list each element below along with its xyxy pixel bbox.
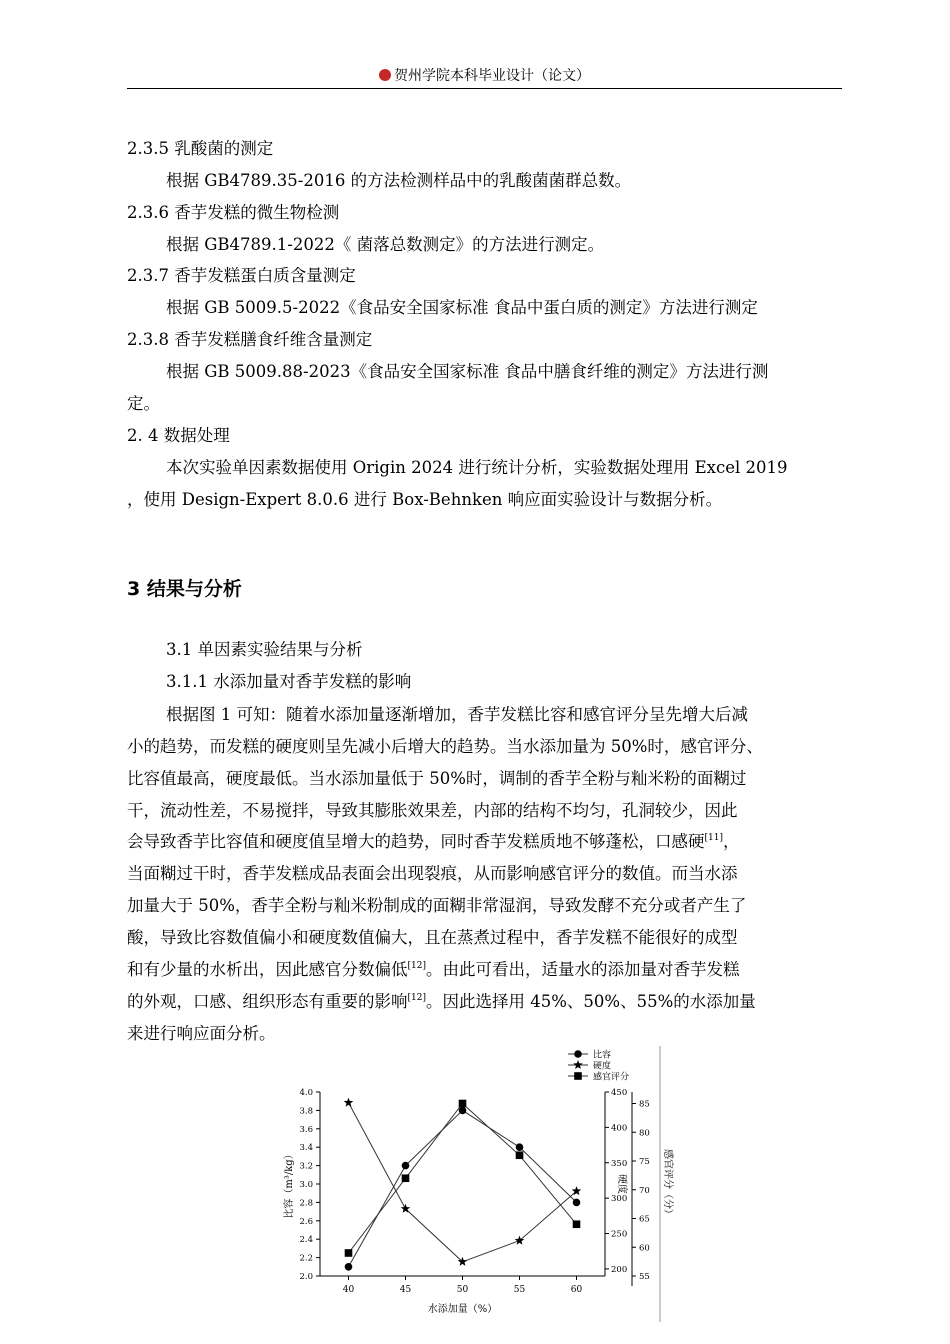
chapter-3-title: 3 结果与分析 xyxy=(127,578,242,600)
series-3-point-2 xyxy=(402,1174,410,1182)
paragraph-line-10-end: 。因此选择用 45%、50%、55%的水添加量 xyxy=(425,992,756,1011)
paragraph-line-5 xyxy=(127,832,739,852)
y-right1-tick-label: 400 xyxy=(611,1123,628,1134)
y-right1-tick-label: 450 xyxy=(611,1088,628,1098)
paragraph-line-5-end: ， xyxy=(722,832,740,851)
section-2-3-7-title: 2.3.7 香芋发糕蛋白质含量测定 xyxy=(127,266,356,285)
x-tick-label: 45 xyxy=(399,1285,412,1295)
x-axis-title: 水添加量（%） xyxy=(427,1304,498,1315)
y-left-tick-label: 3.6 xyxy=(299,1124,313,1135)
y-left-tick-label: 3.8 xyxy=(299,1106,313,1117)
paragraph-line-8: 酸，导致比容数值偏小和硬度数值偏大，且在蒸煮过程中，香芋发糕不能很好的成型 xyxy=(127,928,738,947)
paragraph-line-2: 小的趋势，而发糕的硬度则呈先减小后增大的趋势。当水添加量为 50%时，感官评分、 xyxy=(127,737,763,756)
series-3-point-1 xyxy=(345,1249,353,1257)
y-left-tick-label: 2.4 xyxy=(299,1235,313,1246)
university-logo-icon xyxy=(379,69,391,81)
x-tick-label: 40 xyxy=(342,1285,355,1295)
y-right2-tick-label: 65 xyxy=(639,1214,650,1225)
y-right1-tick-label: 250 xyxy=(611,1229,628,1240)
legend-marker-1 xyxy=(574,1050,582,1058)
y-right1-tick-label: 200 xyxy=(611,1264,628,1275)
y-left-tick-label: 3.4 xyxy=(299,1143,313,1154)
x-tick-label: 50 xyxy=(456,1285,469,1295)
y-right2-tick-label: 85 xyxy=(639,1099,650,1110)
legend-label-2: 硬度 xyxy=(593,1061,612,1072)
section-2-3-6-title: 2.3.6 香芋发糕的微生物检测 xyxy=(127,203,340,222)
section-3-1-1-title: 3.1.1 水添加量对香芋发糕的影响 xyxy=(166,672,412,691)
y-right2-axis-title: 感官评分（分） xyxy=(662,1149,673,1219)
paragraph-line-11: 来进行响应面分析。 xyxy=(127,1024,276,1043)
y-left-tick-label: 4.0 xyxy=(299,1088,313,1098)
series-1-point-2 xyxy=(402,1162,410,1170)
section-2-3-7-body: 根据 GB 5009.5-2022《食品安全国家标准 食品中蛋白质的测定》方法进行测定 xyxy=(166,298,758,317)
water-addition-chart xyxy=(270,1040,690,1330)
citation-11: [11] xyxy=(704,833,723,843)
y-right2-tick-label: 70 xyxy=(639,1185,650,1196)
series-2-point-4 xyxy=(515,1236,525,1245)
x-tick-label: 60 xyxy=(570,1285,583,1295)
section-2-3-5-title: 2.3.5 乳酸菌的测定 xyxy=(127,139,274,158)
series-1-point-5 xyxy=(573,1199,581,1207)
section-2-4-body-2: ，使用 Design-Expert 8.0.6 进行 Box-Behnken 响应面实验设计与数据分析。 xyxy=(127,490,723,509)
series-line-3 xyxy=(349,1104,577,1254)
y-right1-axis-title: 硬度 xyxy=(616,1174,627,1194)
citation-12a: [12] xyxy=(407,961,426,971)
series-line-1 xyxy=(349,1110,577,1266)
paragraph-line-1: 根据图 1 可知：随着水添加量逐渐增加，香芋发糕比容和感官评分呈先增大后减 xyxy=(166,705,748,724)
citation-12b: [12] xyxy=(407,993,426,1003)
paragraph-line-9 xyxy=(127,960,739,980)
y-right1-tick-label: 300 xyxy=(611,1194,628,1205)
y-left-tick-label: 2.6 xyxy=(299,1216,313,1227)
y-right2-tick-label: 55 xyxy=(639,1272,650,1282)
paragraph-line-3: 比容值最高，硬度最低。当水添加量低于 50%时，调制的香芋全粉与籼米粉的面糊过 xyxy=(127,769,747,788)
x-tick-label: 55 xyxy=(513,1285,526,1295)
series-1-point-1 xyxy=(345,1263,353,1271)
y-left-axis-title: 比容（m³/kg） xyxy=(284,1149,295,1219)
section-3-1-title: 3.1 单因素实验结果与分析 xyxy=(166,640,363,659)
y-right2-tick-label: 60 xyxy=(639,1243,650,1254)
section-2-4-title: 2. 4 数据处理 xyxy=(127,426,230,445)
y-left-tick-label: 2.8 xyxy=(299,1198,313,1209)
section-2-4-body-1: 本次实验单因素数据使用 Origin 2024 进行统计分析，实验数据处理用 Excel 2019 xyxy=(166,458,788,477)
legend-marker-3 xyxy=(574,1072,582,1080)
y-left-tick-label: 3.2 xyxy=(299,1161,313,1172)
paragraph-line-10 xyxy=(127,992,756,1012)
y-right2-tick-label: 80 xyxy=(639,1128,650,1139)
paragraph-line-6: 当面糊过干时，香芋发糕成品表面会出现裂痕，从而影响感官评分的数值。而当水添 xyxy=(127,864,738,883)
y-right1-tick-label: 350 xyxy=(611,1158,628,1169)
paragraph-line-7: 加量大于 50%，香芋全粉与籼米粉制成的面糊非常湿润，导致发酵不充分或者产生了 xyxy=(127,896,747,915)
section-2-3-6-body: 根据 GB4789.1-2022《 菌落总数测定》的方法进行测定。 xyxy=(166,235,605,254)
legend-label-1: 比容 xyxy=(593,1050,612,1061)
legend-marker-2 xyxy=(573,1060,583,1069)
page-header xyxy=(127,66,842,89)
legend-label-3: 感官评分 xyxy=(593,1072,630,1083)
y-left-tick-label: 2.2 xyxy=(299,1253,313,1264)
section-2-3-5-body: 根据 GB4789.35-2016 的方法检测样品中的乳酸菌菌群总数。 xyxy=(166,171,632,190)
y-left-tick-label: 3.0 xyxy=(299,1180,313,1190)
paragraph-line-9-end: 。由此可看出，适量水的添加量对香芋发糕 xyxy=(425,960,740,979)
series-3-point-3 xyxy=(459,1100,467,1108)
series-3-point-4 xyxy=(516,1151,524,1159)
paragraph-line-4: 干，流动性差，不易搅拌，导致其膨胀效果差，内部的结构不均匀，孔洞较少，因此 xyxy=(127,801,738,820)
series-1-point-4 xyxy=(516,1143,524,1151)
section-2-3-8-body-1: 根据 GB 5009.88-2023《食品安全国家标准 食品中膳食纤维的测定》方法进行测 xyxy=(166,362,769,381)
series-2-point-1 xyxy=(344,1098,354,1107)
y-left-tick-label: 2.0 xyxy=(299,1272,313,1282)
series-3-point-5 xyxy=(573,1220,581,1228)
paragraph-line-9-text: 和有少量的水析出，因此感官分数偏低 xyxy=(127,960,408,979)
header-title: 贺州学院本科毕业设计（论文） xyxy=(394,68,590,84)
paragraph-line-5-text: 会导致香芋比容值和硬度值呈增大的趋势，同时香芋发糕质地不够蓬松，口感硬 xyxy=(127,832,705,851)
section-2-3-8-body-2: 定。 xyxy=(127,394,160,413)
section-2-3-8-title: 2.3.8 香芋发糕膳食纤维含量测定 xyxy=(127,330,373,349)
paragraph-line-10-text: 的外观，口感、组织形态有重要的影响 xyxy=(127,992,408,1011)
y-right2-tick-label: 75 xyxy=(639,1157,650,1167)
